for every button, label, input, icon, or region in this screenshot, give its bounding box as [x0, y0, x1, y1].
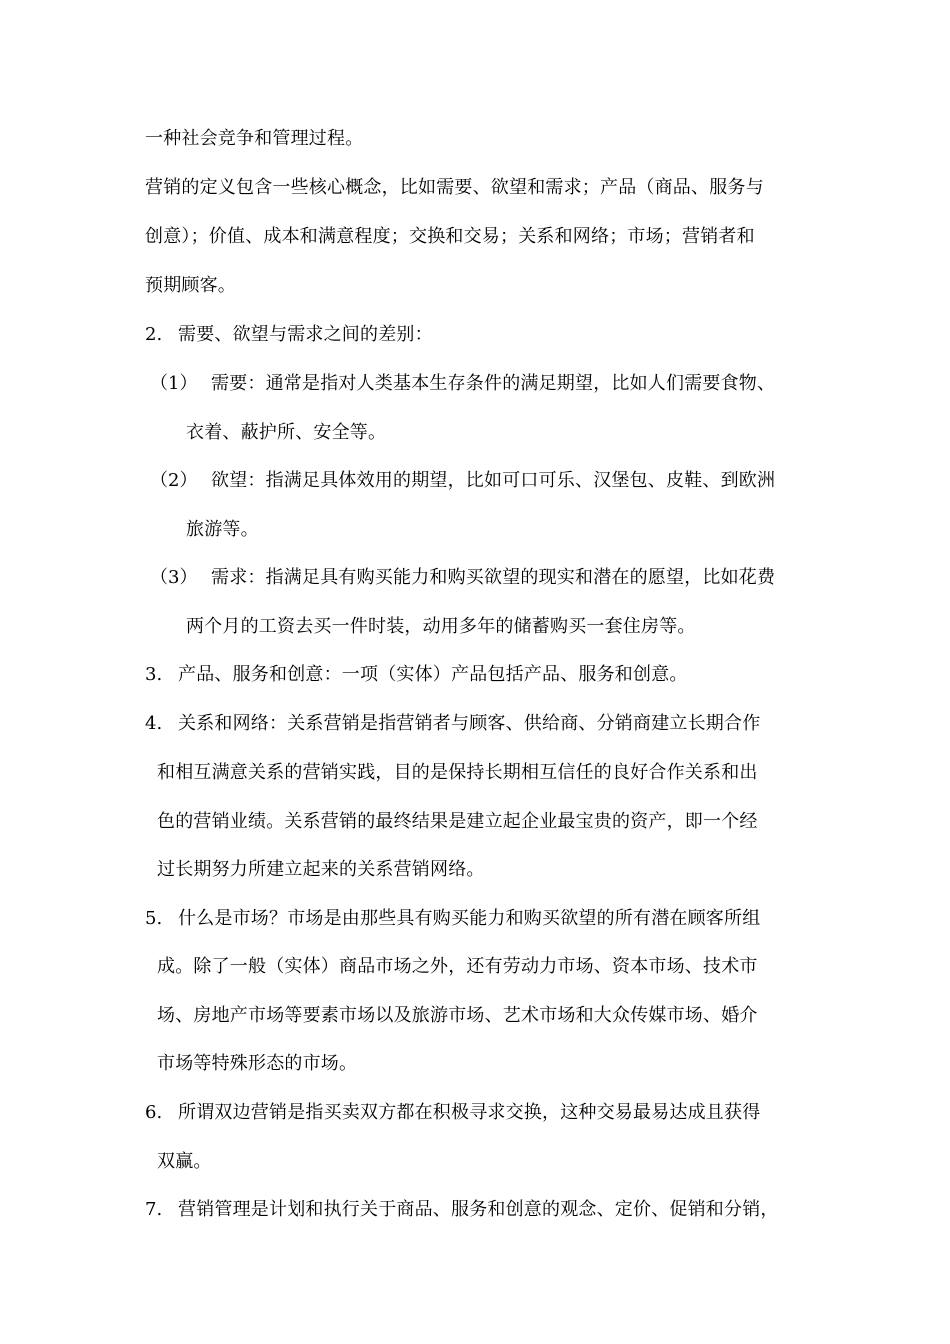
subitem-line: 旅游等。 [186, 519, 259, 540]
item-line: 过长期努力所建立起来的关系营销网络。 [157, 859, 485, 880]
intro-line: 营销的定义包含一些核心概念，比如需要、欲望和需求；产品（商品、服务与 [145, 177, 764, 198]
item-number: 6. [145, 1102, 163, 1123]
item-line: 需要、欲望与需求之间的差别： [178, 324, 433, 345]
item-line: 市场等特殊形态的市场。 [157, 1053, 358, 1074]
item-number: 5. [145, 908, 163, 929]
subitem-line: 需要：通常是指对人类基本生存条件的满足期望，比如人们需要食物、 [211, 373, 776, 394]
subitem-number: （3） [150, 567, 198, 588]
item-line: 色的营销业绩。关系营销的最终结果是建立起企业最宝贵的资产，即一个经 [157, 811, 758, 832]
item-number: 7. [145, 1199, 163, 1220]
subitem-line: 两个月的工资去买一件时装，动用多年的储蓄购买一套住房等。 [186, 616, 696, 637]
item-line: 关系和网络：关系营销是指营销者与顾客、供给商、分销商建立长期合作 [178, 713, 761, 734]
intro-line: 创意）；价值、成本和满意程度；交换和交易；关系和网络；市场；营销者和 [145, 226, 755, 247]
item-line: 什么是市场？市场是由那些具有购买能力和购买欲望的所有潜在顾客所组 [178, 908, 761, 929]
item-number: 2. [145, 324, 163, 345]
subitem-number: （1） [150, 373, 198, 394]
item-number: 4. [145, 713, 163, 734]
intro-line: 一种社会竞争和管理过程。 [145, 128, 364, 149]
intro-line: 预期顾客。 [145, 275, 236, 296]
subitem-number: （2） [150, 470, 198, 491]
item-line: 和相互满意关系的营销实践，目的是保持长期相互信任的良好合作关系和出 [157, 762, 758, 783]
subitem-line: 衣着、蔽护所、安全等。 [186, 422, 387, 443]
item-line: 产品、服务和创意：一项（实体）产品包括产品、服务和创意。 [178, 664, 688, 685]
subitem-line: 需求：指满足具有购买能力和购买欲望的现实和潜在的愿望，比如花费 [211, 567, 776, 588]
subitem-line: 欲望：指满足具体效用的期望，比如可口可乐、汉堡包、皮鞋、到欧洲 [211, 470, 776, 491]
item-line: 成。除了一般（实体）商品市场之外，还有劳动力市场、资本市场、技术市 [157, 956, 758, 977]
item-line: 所谓双边营销是指买卖双方都在积极寻求交换，这种交易最易达成且获得 [178, 1102, 761, 1123]
item-line: 营销管理是计划和执行关于商品、服务和创意的观念、定价、促销和分销， [178, 1199, 779, 1220]
item-line: 双赢。 [157, 1151, 212, 1172]
item-line: 场、房地产市场等要素市场以及旅游市场、艺术市场和大众传媒市场、婚介 [157, 1005, 758, 1026]
item-number: 3. [145, 664, 163, 685]
